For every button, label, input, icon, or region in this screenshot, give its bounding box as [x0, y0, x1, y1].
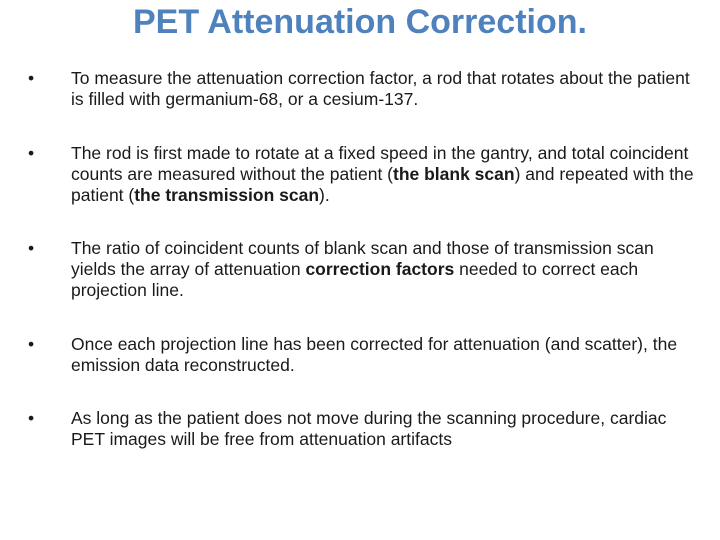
bullet-marker: • [28, 238, 35, 258]
bullet-marker: • [28, 334, 35, 354]
bullet-text: The ratio of coincident counts of blank scan and those of transmission scan yields the array of attenuation [71, 238, 654, 279]
bullet-list [28, 68, 698, 483]
bullet-text: needed to correct each projection line. [71, 259, 639, 300]
bullet-item-5 [28, 408, 698, 450]
bold-term-correction-factors: correction factors [305, 259, 455, 279]
bullet-marker: • [28, 408, 35, 428]
slide-title: PET Attenuation Correction. [133, 3, 587, 41]
bold-term-blank-scan: the blank scan [393, 164, 515, 184]
bold-term-transmission-scan: the transmission scan [134, 185, 320, 205]
bullet-text: To measure the attenuation correction factor, a rod that rotates about the patient is filled with germanium-68, or a cesium-137. [71, 68, 690, 109]
bullet-item-4 [28, 334, 698, 376]
bullet-item-3 [28, 238, 698, 301]
bullet-marker: • [28, 68, 35, 88]
bullet-text: The rod is first made to rotate at a fixed speed in the gantry, and total coincident counts are measured without the patient ( [71, 143, 689, 184]
bullet-item-2 [28, 143, 698, 206]
bullet-text: ) and repeated with the patient ( [71, 164, 694, 205]
bullet-text: As long as the patient does not move during the scanning procedure, cardiac PET images will be free from attenuation artifacts [71, 408, 667, 449]
bullet-item-1 [28, 68, 698, 110]
bullet-text: ). [319, 185, 330, 205]
bullet-text: Once each projection line has been corrected for attenuation (and scatter), the emission data reconstructed. [71, 334, 678, 375]
bullet-marker: • [28, 143, 35, 163]
